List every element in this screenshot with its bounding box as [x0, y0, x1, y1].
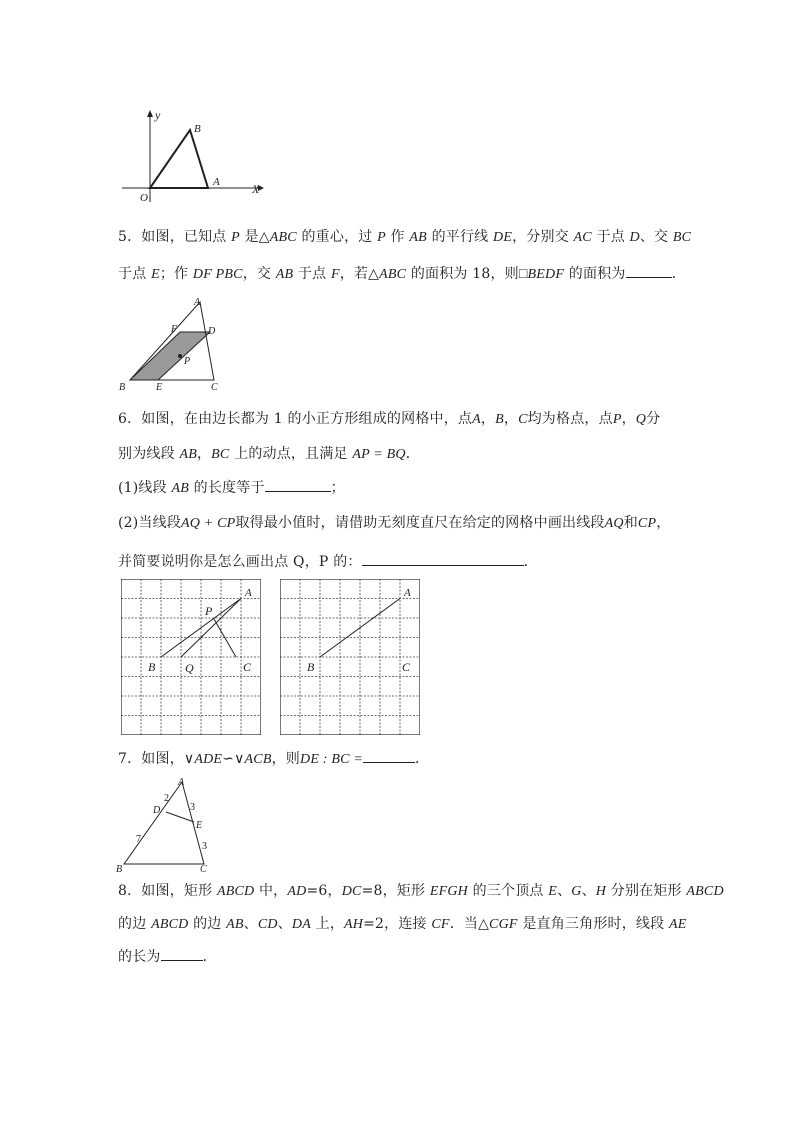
text: 、交	[639, 229, 673, 245]
var: H	[595, 884, 607, 899]
text: 的面积为	[564, 266, 626, 282]
label-e: E	[156, 382, 163, 392]
var: AD	[287, 884, 307, 899]
label-b: B	[194, 123, 201, 135]
text: 的边	[188, 916, 227, 932]
label-a: A	[245, 587, 252, 599]
var: CP	[637, 516, 657, 531]
grid-figure-right	[280, 579, 420, 735]
q6-line2	[118, 445, 420, 464]
label-x: X	[252, 182, 260, 196]
q6-line3	[118, 478, 345, 498]
text: 、	[581, 883, 596, 899]
text: ，分别交	[512, 229, 574, 245]
var: AB	[275, 267, 294, 282]
label-y: y	[155, 108, 161, 122]
var: ABCD	[151, 917, 189, 932]
text: 是	[239, 229, 259, 245]
text: ．	[202, 949, 217, 965]
text: ，	[480, 411, 496, 427]
label-o: O	[140, 192, 148, 204]
var: D	[629, 230, 640, 245]
answer-blank[interactable]	[265, 478, 331, 492]
text: 分别在矩形	[606, 883, 687, 899]
var: A	[472, 412, 481, 427]
text: ．	[414, 751, 430, 767]
text: 7．如图，	[118, 751, 184, 767]
text: 中，	[254, 883, 288, 899]
label-b: B	[119, 382, 126, 392]
label-b: B	[116, 864, 123, 874]
text: 均为格点，点	[527, 411, 613, 427]
q6-line5	[118, 552, 528, 571]
label-d: D	[153, 805, 161, 816]
label-f: F	[171, 324, 178, 335]
point-p	[178, 354, 182, 358]
var: △CGF	[478, 917, 518, 932]
q6-line4	[118, 514, 670, 533]
text: 作	[385, 229, 410, 245]
text: ，若	[339, 266, 369, 282]
segment-cp	[214, 619, 236, 657]
length-ad: 2	[164, 793, 169, 804]
text: 8．如图，矩形	[118, 883, 217, 899]
answer-blank[interactable]	[363, 749, 415, 763]
label-d: D	[208, 326, 216, 337]
var: DA	[291, 917, 311, 932]
text: ，则	[271, 751, 301, 767]
label-c: C	[243, 660, 252, 674]
text: 5．如图，已知点	[118, 229, 232, 245]
var: DE	[493, 230, 513, 245]
var: AC	[573, 230, 592, 245]
label-a: A	[213, 176, 220, 188]
var: ABCD	[216, 884, 255, 899]
text: =8，矩形	[361, 883, 430, 899]
text: 的三个顶点	[467, 883, 549, 899]
answer-blank[interactable]	[362, 552, 524, 566]
text: ，	[196, 446, 212, 462]
var: BC	[672, 230, 692, 245]
segment-de	[166, 812, 194, 822]
label-a: A	[194, 297, 201, 308]
var: AE	[668, 917, 687, 932]
var: P	[231, 230, 240, 245]
var: CF	[431, 917, 450, 932]
label-c: C	[402, 660, 411, 674]
text: 于点	[118, 266, 152, 282]
text: =6，	[306, 883, 342, 899]
var: P	[612, 412, 622, 427]
text: 6．如图，在由边长都为 1 的小正方形组成的网格中，点	[118, 411, 473, 427]
q5-line2	[118, 264, 676, 284]
text: ，	[656, 515, 671, 531]
q8-line2	[118, 915, 687, 934]
var: E	[548, 884, 558, 899]
text: 的长为	[118, 949, 161, 965]
var: AH	[344, 917, 364, 932]
text: 、	[557, 883, 572, 899]
label-p: P	[184, 356, 191, 367]
var: CD	[257, 917, 278, 932]
text: 的长度等于	[189, 480, 265, 496]
equation: AP = BQ	[352, 447, 406, 462]
var: G	[571, 884, 582, 899]
grid-figure-left	[121, 579, 261, 735]
text: 的重心，过	[296, 229, 378, 245]
q6-line1	[118, 410, 660, 429]
text: ，交	[242, 266, 276, 282]
text: 别为线段	[118, 446, 180, 462]
text: 取得最小值时，请借助无刻度直尺在给定的网格中画出线段	[235, 515, 605, 531]
text: .	[523, 554, 529, 570]
text: ．	[405, 446, 420, 462]
length-ae: 3	[190, 802, 195, 813]
label-c: C	[211, 382, 218, 392]
text: 的边	[118, 916, 152, 932]
text: 上，	[310, 916, 345, 932]
q8-line1	[118, 882, 724, 901]
var: C	[518, 412, 528, 427]
text: ；	[330, 480, 345, 496]
var: AB	[179, 447, 197, 462]
answer-blank[interactable]	[161, 947, 203, 961]
shaded-parallelogram	[130, 332, 210, 380]
label-c: C	[200, 864, 207, 874]
text: ，	[503, 411, 519, 427]
similarity-expression: ∨ADE∽∨ACB	[183, 752, 272, 767]
q5-line1	[118, 228, 691, 247]
label-a: A	[178, 777, 185, 788]
label-b: B	[307, 660, 315, 674]
text: 并简要说明你是怎么画出点 Q，P 的：	[118, 554, 362, 570]
text: 于点	[591, 229, 630, 245]
text: 的平行线	[426, 229, 494, 245]
text: 上的动点，且满足	[229, 446, 353, 462]
text: 、	[243, 916, 258, 932]
var: P	[377, 230, 386, 245]
text: (2)当线段	[118, 515, 182, 531]
text: 、	[277, 916, 292, 932]
text: ；作	[159, 266, 193, 282]
y-axis-arrow	[147, 110, 153, 117]
label-p: P	[205, 604, 213, 618]
parallelogram-figure	[114, 296, 226, 392]
text: 的面积为 18，则	[406, 266, 519, 282]
var: ABCD	[686, 884, 724, 899]
var: EFGH	[429, 884, 468, 899]
label-a: A	[404, 587, 411, 599]
expression: AQ + CP	[181, 516, 236, 531]
text: 分	[646, 411, 661, 427]
label-e: E	[196, 820, 203, 831]
text: .	[671, 266, 677, 282]
text: 于点	[293, 266, 331, 282]
var: E	[151, 267, 160, 282]
var: AB	[409, 230, 427, 245]
label-q: Q	[185, 661, 194, 675]
label-b: B	[148, 660, 156, 674]
var: AB	[226, 917, 244, 932]
text: (1)线段	[118, 480, 172, 496]
var: DC	[341, 884, 362, 899]
text: 和	[623, 515, 638, 531]
answer-blank[interactable]	[626, 264, 672, 278]
var: □BEDF	[518, 267, 565, 282]
length-ec: 3	[202, 841, 207, 852]
var: AQ	[604, 516, 624, 531]
text: ．当	[449, 916, 479, 932]
var: △ABC	[258, 230, 297, 245]
var: △ABC	[368, 267, 407, 282]
var: B	[495, 412, 504, 427]
var: DF PBC	[192, 267, 243, 282]
var: BC	[211, 447, 230, 462]
text: ，	[621, 411, 636, 427]
q7-line	[118, 749, 429, 769]
var: AB	[171, 481, 189, 496]
length-db: 7	[136, 834, 141, 845]
coordinate-triangle-figure	[118, 106, 268, 206]
text: =2，连接	[363, 916, 432, 932]
text: 是直角三角形时，线段	[517, 916, 669, 932]
triangle-oab	[150, 130, 208, 188]
q8-line3	[118, 947, 217, 966]
var: Q	[635, 412, 647, 427]
var: F	[330, 267, 340, 282]
similar-triangle-figure	[112, 776, 224, 874]
ratio-expression: DE : BC =	[300, 752, 363, 767]
